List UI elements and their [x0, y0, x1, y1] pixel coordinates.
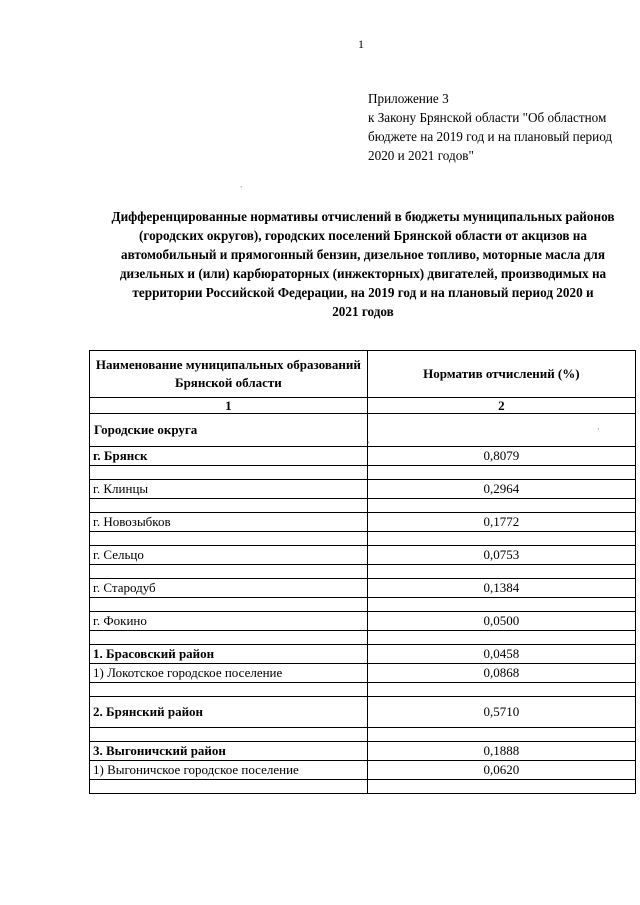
table-row: [90, 447, 636, 466]
title-line: Дифференцированные нормативы отчислений в бюджеты муниципальных районов: [111, 209, 615, 224]
spacer-row: [90, 728, 636, 742]
table-row: [90, 480, 636, 499]
title-line: автомобильный и прямогонный бензин, дизельное топливо, моторные масла для: [121, 247, 605, 262]
norm-value: [367, 780, 635, 794]
municipality-name: г. Брянск: [90, 447, 368, 466]
scan-speck: `: [240, 185, 243, 194]
norm-value: 0,0500: [367, 612, 635, 631]
scan-speck: ·: [597, 425, 600, 434]
norm-value: 0,0458: [367, 645, 635, 664]
spacer-row: [90, 631, 636, 645]
norm-value: 0,8079: [367, 447, 635, 466]
norm-value: 0,0868: [367, 664, 635, 683]
norm-value: 0,2964: [367, 480, 635, 499]
municipality-name: [90, 499, 368, 513]
title-line: (городских округов), городских поселений Брянской области от акцизов на: [139, 228, 587, 243]
appendix-line: 2020 и 2021 годов": [368, 148, 474, 163]
municipality-name: 1. Брасовский район: [90, 645, 368, 664]
norm-value: 0,1384: [367, 579, 635, 598]
municipality-name: [90, 532, 368, 546]
norm-value: [367, 631, 635, 645]
norm-value: 0,1772: [367, 513, 635, 532]
municipality-name: г. Фокино: [90, 612, 368, 631]
appendix-line: к Закону Брянской области "Об областном: [368, 110, 607, 125]
municipality-name: [90, 565, 368, 579]
norm-value: [367, 728, 635, 742]
municipality-name: г. Новозыбков: [90, 513, 368, 532]
title-line: дизельных и (или) карбюраторных (инжекторных) двигателей, производимых на: [119, 266, 607, 281]
norm-value: [367, 565, 635, 579]
group-row: [90, 414, 636, 447]
column-number: 2: [367, 398, 635, 414]
spacer-row: [90, 532, 636, 546]
appendix-note: [368, 89, 638, 165]
norm-value: [367, 683, 635, 697]
spacer-row: [90, 780, 636, 794]
norm-value: [367, 598, 635, 612]
document-title: [90, 207, 636, 321]
municipality-name: [90, 466, 368, 480]
group-title: Городские округа: [90, 414, 368, 447]
norm-value: 0,0753: [367, 546, 635, 565]
table-row: [90, 742, 636, 761]
page-number: 1: [358, 37, 364, 51]
norms-table: [89, 350, 636, 794]
appendix-line: Приложение 3: [368, 91, 449, 106]
table-header-row: [90, 351, 636, 398]
column-header-norm: Норматив отчислений (%): [367, 351, 635, 398]
municipality-name: г. Сельцо: [90, 546, 368, 565]
title-line: территории Российской Федерации, на 2019 год и на плановый период 2020 и: [132, 285, 594, 300]
municipality-name: 2. Брянский район: [90, 697, 368, 728]
table-row: [90, 761, 636, 780]
table-row: [90, 612, 636, 631]
norm-value: 0,0620: [367, 761, 635, 780]
table-row: [90, 664, 636, 683]
spacer-row: [90, 683, 636, 697]
table-row: [90, 579, 636, 598]
table-row: [90, 513, 636, 532]
spacer-row: [90, 565, 636, 579]
column-number: 1: [90, 398, 368, 414]
title-line: 2021 годов: [332, 304, 394, 319]
municipality-name: [90, 728, 368, 742]
municipality-name: [90, 598, 368, 612]
table-row: [90, 546, 636, 565]
municipality-name: 1) Локотское городское поселение: [90, 664, 368, 683]
norm-value: [367, 532, 635, 546]
scan-speck: ': [368, 440, 370, 449]
table-row: [90, 697, 636, 728]
column-number-row: [90, 398, 636, 414]
norm-value: [367, 499, 635, 513]
norm-value: 0,1888: [367, 742, 635, 761]
spacer-row: [90, 598, 636, 612]
municipality-name: 3. Выгоничский район: [90, 742, 368, 761]
group-value: [367, 414, 635, 447]
municipality-name: г. Стародуб: [90, 579, 368, 598]
spacer-row: [90, 466, 636, 480]
spacer-row: [90, 499, 636, 513]
appendix-line: бюджете на 2019 год и на плановый период: [368, 129, 613, 144]
municipality-name: [90, 780, 368, 794]
municipality-name: 1) Выгоничское городское поселение: [90, 761, 368, 780]
norm-value: 0,5710: [367, 697, 635, 728]
municipality-name: г. Клинцы: [90, 480, 368, 499]
norm-value: [367, 466, 635, 480]
column-header-municipality: Наименование муниципальных образований Брянской области: [90, 351, 368, 398]
municipality-name: [90, 631, 368, 645]
table-row: [90, 645, 636, 664]
municipality-name: [90, 683, 368, 697]
